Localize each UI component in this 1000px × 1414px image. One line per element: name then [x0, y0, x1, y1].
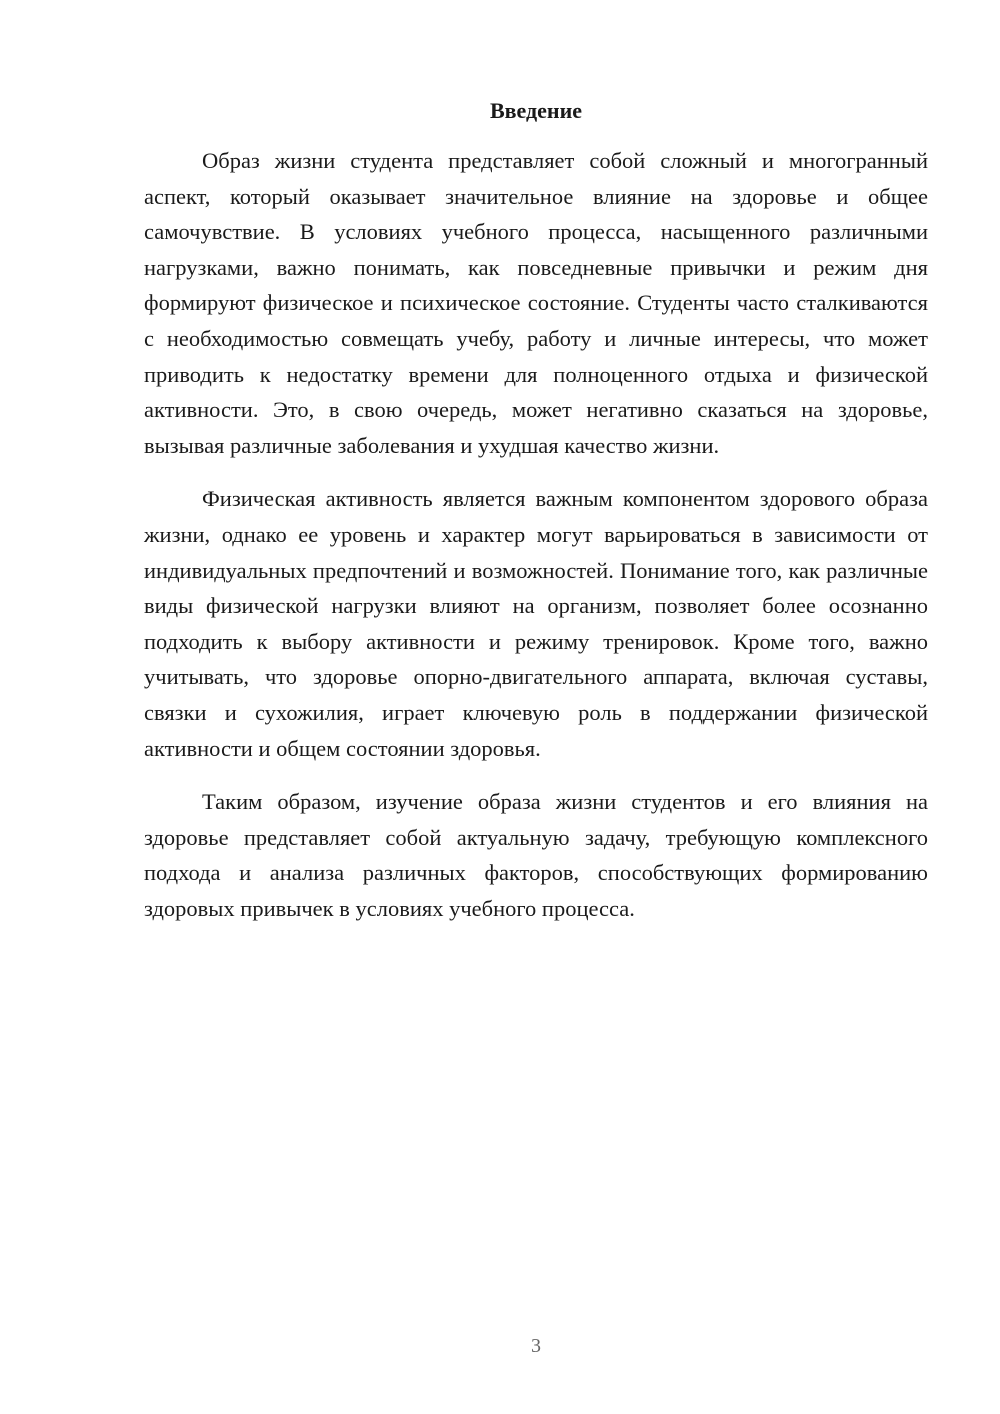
paragraph-1: Образ жизни студента представляет собой сложный и многогранный аспект, который оказывает значительное влияние на здоровье и общее самочувствие. В условиях учебного процесса, насыщенного различными нагрузками, важно понимать, как повседневные привычки и режим дня формируют физическое и психическое состояние. Студенты часто сталкиваются с необходимостью совмещать учебу, работу и личные интересы, что может приводить к недостатку времени для полноценного отдыха и физической активности. Это, в свою очередь, может негативно сказаться на здоровье, вызывая различные заболевания и ухудшая качество жизни. — [144, 148, 928, 458]
paragraph-2: Физическая активность является важным компонентом здорового образа жизни, однако ее уровень и характер могут варьироваться в зависимости от индивидуальных предпочтений и возможностей. Понимание того, как различные виды физической нагрузки влияют на организм, позволяет более осознанно подходить к выбору активности и режиму тренировок. Кроме того, важно учитывать, что здоровье опорно-двигательного аппарата, включая суставы, связки и сухожилия, играет ключевую роль в поддержании физической активности и общем состоянии здоровья. — [144, 486, 928, 761]
body-text — [144, 143, 928, 944]
paragraph-3: Таким образом, изучение образа жизни студентов и его влияния на здоровье представляет собой актуальную задачу, требующую комплексного подхода и анализа различных факторов, способствующих формированию здоровых привычек в условиях учебного процесса. — [144, 789, 928, 921]
page-number: 3 — [531, 1335, 541, 1357]
section-heading: Введение — [489, 98, 583, 123]
